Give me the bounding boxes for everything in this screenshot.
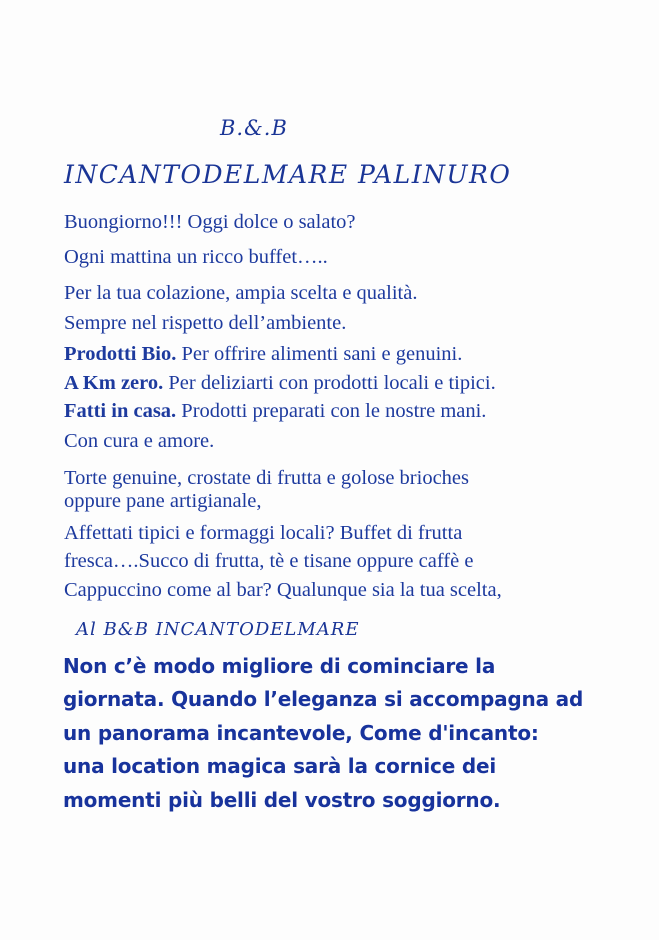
paragraph-line: oppure pane artigianale, <box>64 490 262 512</box>
subtitle: Al B&B INCANTODELMARE <box>76 619 360 640</box>
closing-line: un panorama incantevole, Come d'incanto: <box>63 721 539 745</box>
feature-title: A Km zero. <box>64 372 164 394</box>
paragraph-line: fresca….Succo di frutta, tè e tisane oppure caffè e <box>64 550 474 572</box>
feature-line <box>64 399 486 423</box>
text-line: Ogni mattina un ricco buffet….. <box>64 246 328 268</box>
feature-text: Prodotti preparati con le nostre mani. <box>176 400 487 422</box>
paragraph-line: Torte genuine, crostate di frutta e golose brioches <box>64 467 470 489</box>
text-line: Per la tua colazione, ampia scelta e qualità. <box>64 282 418 304</box>
paragraph-line: Affettati tipici e formaggi locali? Buffet di frutta <box>64 522 463 544</box>
feature-line <box>64 371 496 395</box>
feature-text: Per deliziarti con prodotti locali e tipici. <box>163 372 496 394</box>
closing-line: momenti più belli del vostro soggiorno. <box>63 788 501 812</box>
closing-line: Non c’è modo migliore di cominciare la <box>63 654 496 678</box>
feature-title: Prodotti Bio. <box>64 343 177 365</box>
closing-line: una location magica sarà la cornice dei <box>63 754 496 778</box>
feature-line <box>64 342 462 366</box>
text-line: Sempre nel rispetto dell’ambiente. <box>64 312 347 334</box>
page-title: INCANTODELMARE PALINURO <box>64 160 512 189</box>
feature-title: Fatti in casa. <box>64 400 177 422</box>
text-line: Con cura e amore. <box>64 430 215 452</box>
closing-line: giornata. Quando l’eleganza si accompagna ad <box>63 687 584 711</box>
text-line: Buongiorno!!! Oggi dolce o salato? <box>64 211 356 233</box>
paragraph-line: Cappuccino come al bar? Qualunque sia la tua scelta, <box>64 579 502 601</box>
logo-text: B.&.B <box>220 116 288 140</box>
feature-text: Per offrire alimenti sani e genuini. <box>176 343 463 365</box>
